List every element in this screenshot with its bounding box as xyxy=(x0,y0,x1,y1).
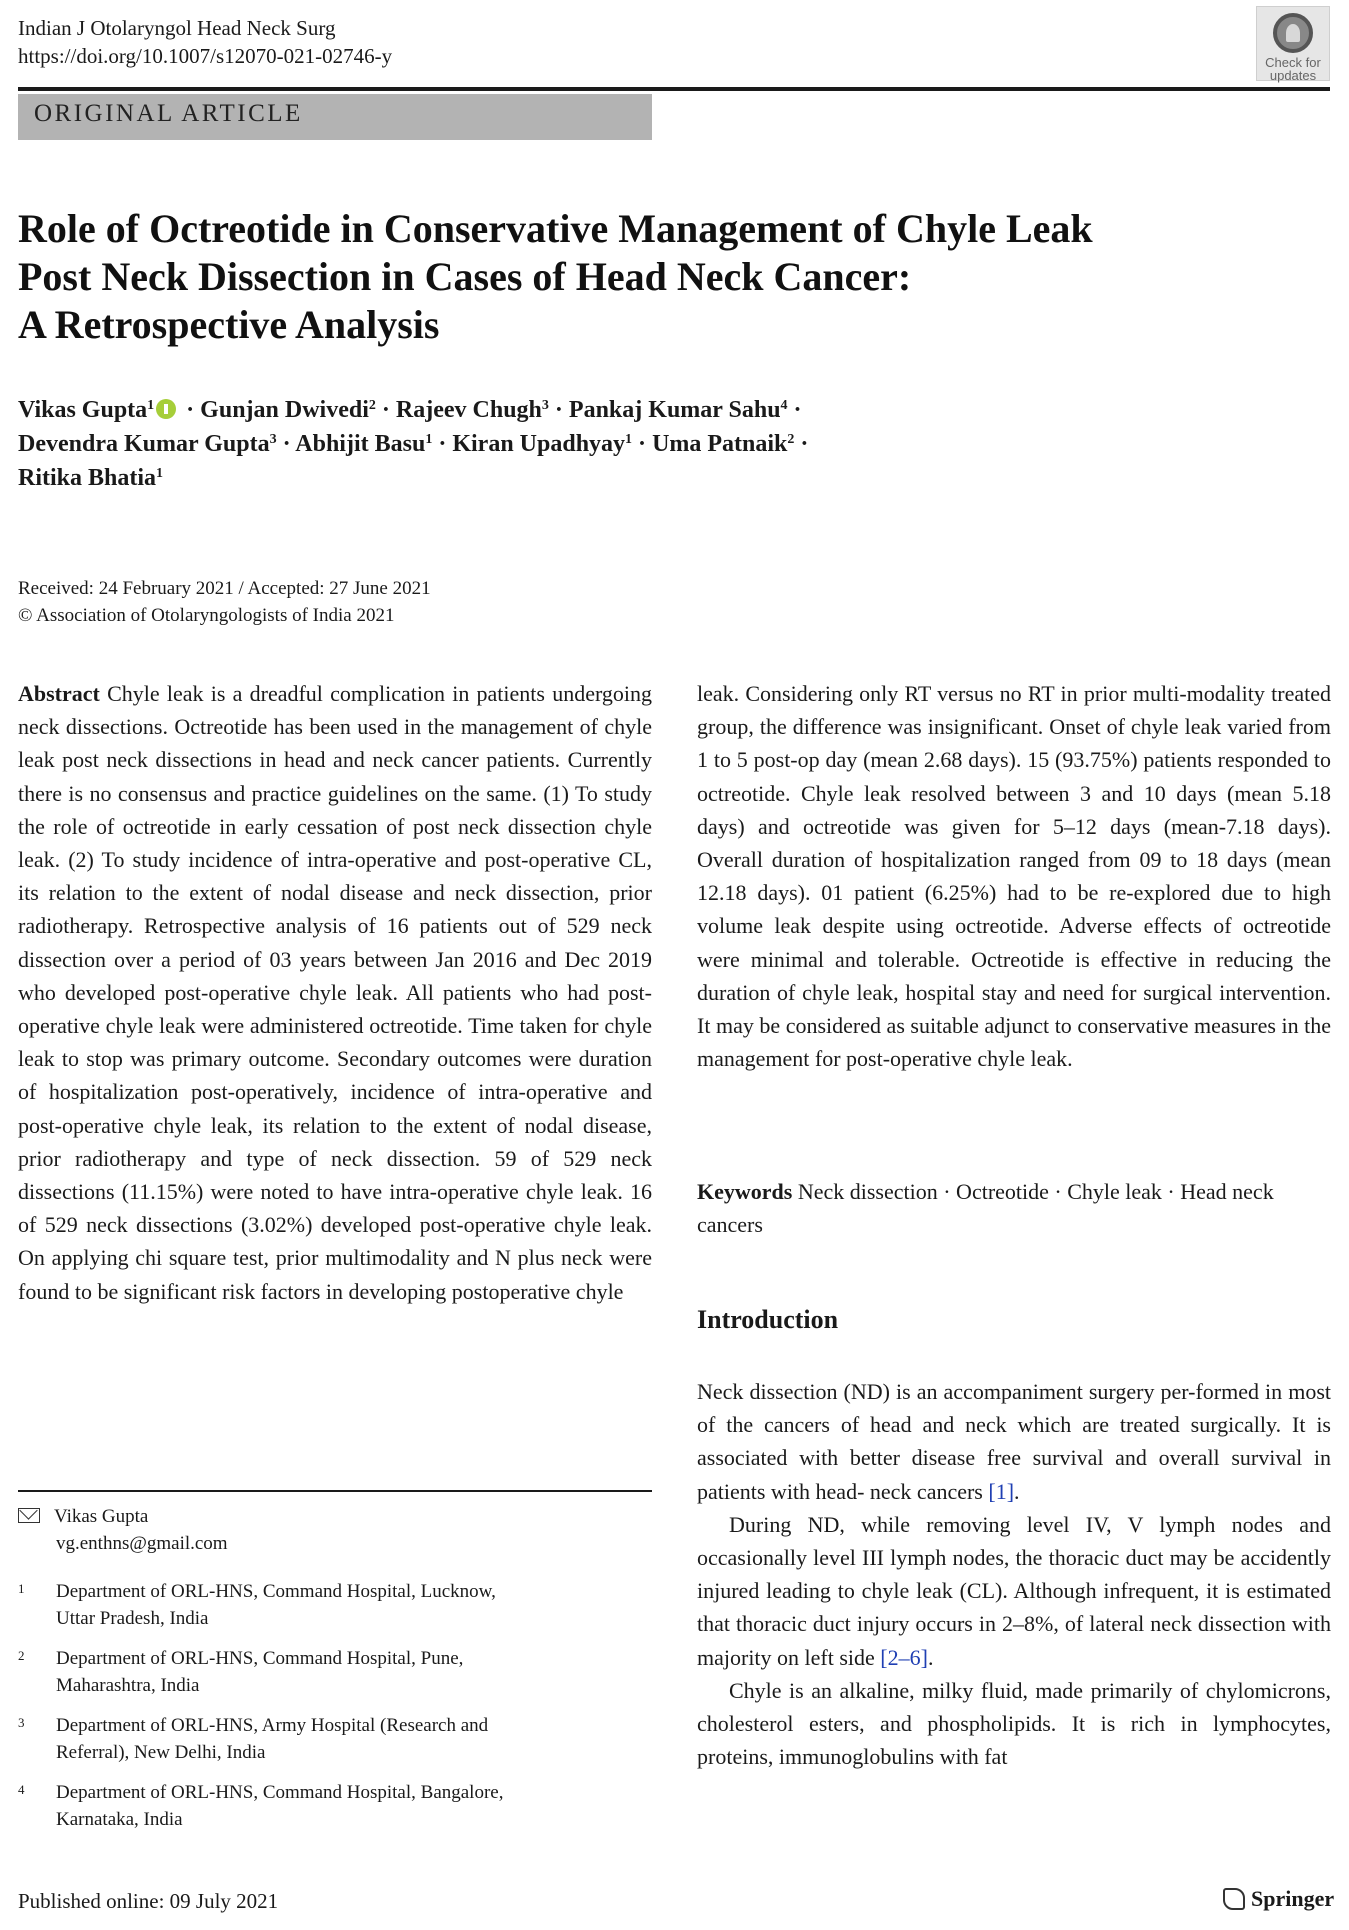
check-updates-line2: updates xyxy=(1269,68,1317,83)
affiliation xyxy=(18,1712,648,1766)
keywords-text: Neck dissection · Octreotide · Chyle leak · Head neck cancers xyxy=(697,1179,1274,1238)
author-name[interactable]: Gunjan Dwivedi xyxy=(200,397,369,423)
title-line-1: Role of Octreotide in Conservative Management of Chyle Leak xyxy=(18,206,1093,251)
citation-link[interactable]: [2–6] xyxy=(880,1644,928,1670)
author-name[interactable]: Uma Patnaik xyxy=(652,431,788,457)
article-title xyxy=(18,205,1318,349)
crossmark-icon xyxy=(1273,13,1313,53)
doi-link[interactable]: https://doi.org/10.1007/s12070-021-02746-y xyxy=(18,44,393,68)
affiliation xyxy=(18,1578,648,1632)
citation-link[interactable]: [1] xyxy=(988,1478,1015,1504)
author-name[interactable]: Ritika Bhatia xyxy=(18,465,157,491)
affiliation-number: 3 xyxy=(18,1715,25,1730)
author-name[interactable]: Rajeev Chugh xyxy=(395,397,542,423)
affiliation-number: 1 xyxy=(18,1581,25,1596)
affiliation-line: Uttar Pradesh, India xyxy=(56,1608,209,1629)
author-separator: · xyxy=(432,431,453,457)
affiliation-line: Department of ORL-HNS, Army Hospital (Research and xyxy=(56,1715,489,1736)
author-affiliation-ref: 1 xyxy=(156,466,164,481)
abstract-left-column xyxy=(18,677,652,1308)
author-affiliation-ref: 1 xyxy=(625,432,633,447)
check-updates-line1: Check for xyxy=(1265,55,1321,70)
author-affiliation-ref: 2 xyxy=(368,398,376,413)
author-name[interactable]: Devendra Kumar Gupta xyxy=(18,431,270,457)
check-for-updates-badge[interactable] xyxy=(1256,6,1330,81)
keywords xyxy=(697,1175,1331,1241)
keywords-label: Keywords xyxy=(697,1179,793,1204)
intro-text: . xyxy=(927,1644,934,1670)
author-affiliation-ref: 1 xyxy=(425,432,433,447)
author-affiliation-ref: 3 xyxy=(541,398,549,413)
correspondence xyxy=(18,1503,228,1557)
affiliation-line: Department of ORL-HNS, Command Hospital, Lucknow, xyxy=(56,1581,496,1602)
affiliation-number: 2 xyxy=(18,1648,25,1663)
author-affiliation-ref: 3 xyxy=(269,432,277,447)
author-affiliation-ref: 1 xyxy=(147,398,155,413)
published-date: Published online: 09 July 2021 xyxy=(18,1889,279,1913)
author-separator: · xyxy=(794,431,809,457)
received-accepted: Received: 24 February 2021 / Accepted: 27 June 2021 xyxy=(18,578,431,599)
affiliation xyxy=(18,1645,648,1699)
affiliation-line: Karnataka, India xyxy=(56,1809,183,1830)
correspondence-name: Vikas Gupta xyxy=(54,1506,149,1527)
abstract-continued: leak. Considering only RT versus no RT in prior multi-modality treated group, the difference was insignificant. Onset of chyle leak varied from 1 to 5 post-op day (mean 2.68 days). 15 (93.75%) patients responded to octreotide. Chyle leak resolved between 3 and 10 days (mean 5.18 days) and octreotide was given for 5–12 days (mean-7.18 days). Overall duration of hospitalization ranged from 09 to 18 days (mean 12.18 days). 01 patient (6.25%) had to be re-explored due to high volume leak despite using octreotide. Adverse effects of octreotide were minimal and tolerable. Octreotide is effective in reducing the duration of chyle leak, hospital stay and need for surgical intervention. It may be considered as suitable adjunct to conservative measures in the management for post-operative chyle leak. xyxy=(697,681,1331,1072)
abstract-right-column xyxy=(697,677,1331,1075)
intro-text: During ND, while removing level IV, V lymph nodes and occasionally level III lymph nodes, the thoracic duct may be accidently injured leading to chyle leak (CL). Although infrequent, it is estimated that thoracic duct injury occurs in 2–8%, of lateral neck dissection with majority on left side xyxy=(697,1511,1331,1670)
envelope-icon xyxy=(18,1508,40,1523)
author-name[interactable]: Kiran Upadhyay xyxy=(452,431,626,457)
author-separator: · xyxy=(180,397,201,423)
affiliation-number: 4 xyxy=(18,1782,25,1797)
journal-header xyxy=(18,14,392,70)
author-separator: · xyxy=(276,431,296,457)
article-type: ORIGINAL ARTICLE xyxy=(34,100,303,127)
intro-paragraph xyxy=(697,1508,1331,1674)
affiliation-line: Department of ORL-HNS, Command Hospital, Pune, xyxy=(56,1648,464,1669)
author-name[interactable]: Abhijit Basu xyxy=(295,431,426,457)
springer-horse-icon xyxy=(1223,1888,1245,1910)
affiliation-line: Department of ORL-HNS, Command Hospital, Bangalore, xyxy=(56,1782,504,1803)
intro-paragraph: Chyle is an alkaline, milky fluid, made primarily of chylomicrons, cholesterol esters, and phospholipids. It is rich in lymphocytes, proteins, immunoglobulins with fat xyxy=(697,1677,1331,1770)
title-line-3: A Retrospective Analysis xyxy=(18,302,440,347)
author-separator: · xyxy=(375,397,396,423)
author-separator: · xyxy=(548,397,569,423)
author-separator: · xyxy=(632,431,653,457)
affiliation xyxy=(18,1779,648,1833)
correspondence-email[interactable]: vg.enthns@gmail.com xyxy=(56,1533,228,1554)
title-line-2: Post Neck Dissection in Cases of Head Neck Cancer: xyxy=(18,254,912,299)
journal-name: Indian J Otolaryngol Head Neck Surg xyxy=(18,16,336,40)
author-affiliation-ref: 4 xyxy=(780,398,788,413)
abstract-text: Chyle leak is a dreadful complication in patients undergoing neck dissections. Octreotide has been used in the management of chyle leak post neck dissections in head and neck cancer patients. Currently there is no consensus and practice guidelines on the same. (1) To study the role of octreotide in early cessation of post neck dissection chyle leak. (2) To study incidence of intra-operative and post-operative CL, its relation to the extent of nodal disease and neck dissection, prior radiotherapy. Retrospective analysis of 16 patients out of 529 neck dissection over a period of 03 years between Jan 2016 and Dec 2019 who developed post-operative chyle leak. All patients who had post-operative chyle leak were administered octreotide. Time taken for chyle leak to stop was primary outcome. Secondary outcomes were duration of hospitalization post-operatively, incidence of intra-operative and post-operative chyle leak, its relation to the extent of nodal disease, prior radiotherapy and type of neck dissection. 59 of 529 neck dissections (11.15%) were noted to have intra-operative chyle leak. 16 of 529 neck dissections (3.02%) developed post-operative chyle leak. On applying chi square test, prior multimodality and N plus neck were found to be significant risk factors in developing postoperative chyle xyxy=(18,681,652,1304)
header-rule xyxy=(18,87,1330,91)
copyright: © Association of Otolaryngologists of India 2021 xyxy=(18,605,395,626)
author-separator: · xyxy=(787,397,802,423)
affiliation-line: Maharashtra, India xyxy=(56,1675,200,1696)
affiliation-line: Referral), New Delhi, India xyxy=(56,1742,266,1763)
author-affiliation-ref: 2 xyxy=(787,432,795,447)
author-name[interactable]: Vikas Gupta xyxy=(18,397,148,423)
introduction-heading: Introduction xyxy=(697,1305,839,1334)
author-name[interactable]: Pankaj Kumar Sahu xyxy=(568,397,781,423)
intro-text: Neck dissection (ND) is an accompaniment surgery per-formed in most of the cancers of head and neck which are treated surgically. It is associated with better disease free survival and overall survival in patients with head- neck cancers xyxy=(697,1379,1331,1504)
orcid-icon[interactable] xyxy=(156,399,176,419)
publisher-name: Springer xyxy=(1251,1886,1335,1911)
intro-text: . xyxy=(1014,1478,1020,1504)
article-type-banner xyxy=(18,94,652,140)
author-list xyxy=(18,393,1318,495)
footnote-rule xyxy=(18,1490,652,1492)
publisher-logo xyxy=(1223,1886,1334,1912)
abstract-label: Abstract xyxy=(18,681,100,706)
introduction-body xyxy=(697,1375,1331,1773)
article-dates xyxy=(18,575,431,629)
intro-paragraph xyxy=(697,1375,1331,1508)
